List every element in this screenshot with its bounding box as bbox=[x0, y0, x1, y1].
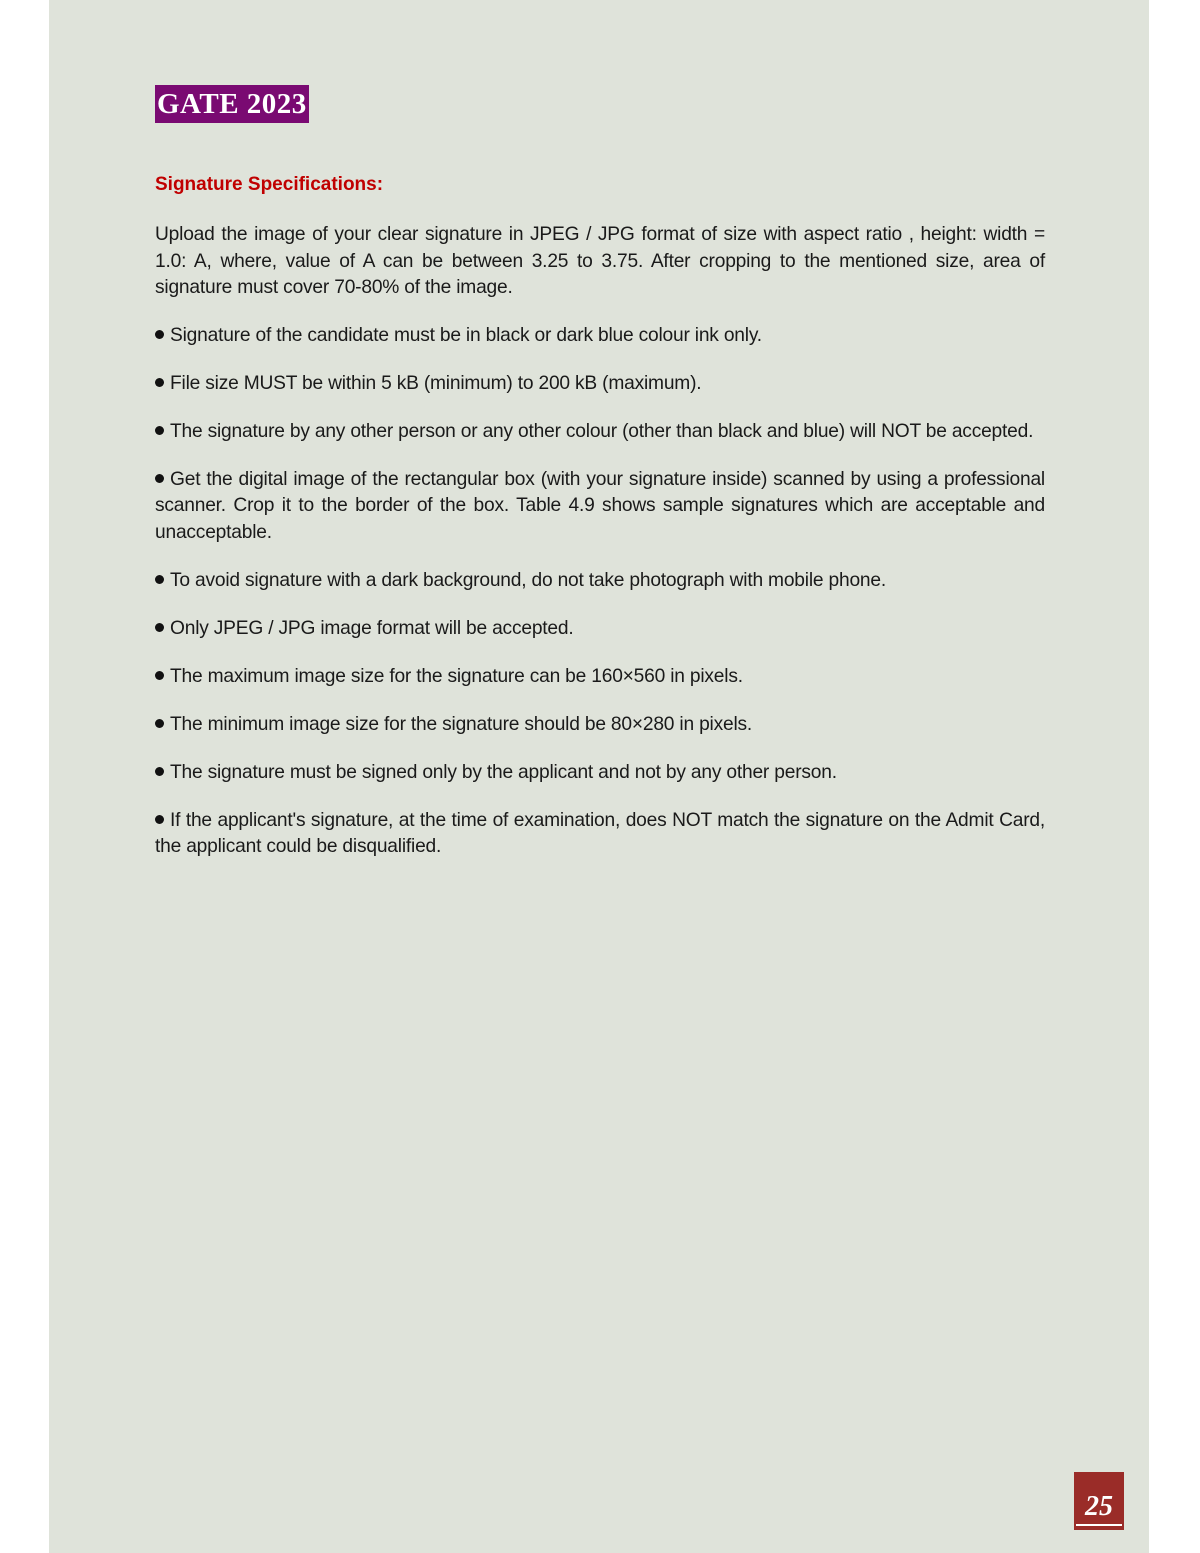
list-item-text: The minimum image size for the signature should be 80×280 in pixels. bbox=[170, 713, 753, 735]
list-item bbox=[155, 712, 1045, 739]
list-item bbox=[155, 419, 1045, 446]
list-item bbox=[155, 323, 1045, 350]
list-item bbox=[155, 568, 1045, 595]
bullet-icon bbox=[155, 719, 164, 728]
section-heading: Signature Specifications: bbox=[155, 174, 384, 195]
list-item-text: Signature of the candidate must be in black or dark blue colour ink only. bbox=[170, 324, 762, 346]
list-item bbox=[155, 616, 1045, 643]
gate-title-badge: GATE 2023 bbox=[155, 85, 309, 123]
document-page bbox=[49, 0, 1149, 1553]
bullet-icon bbox=[155, 575, 164, 584]
intro-paragraph: Upload the image of your clear signature in JPEG / JPG format of size with aspect ratio , height: width = 1.0: A, where, value of A can be between 3.25 to 3.75. After cropping to the mentioned size, area of signature must cover 70-80% of the image. bbox=[155, 224, 1045, 298]
bullet-icon bbox=[155, 671, 164, 680]
specification-list bbox=[155, 323, 1045, 861]
page-number: 25 bbox=[1085, 1491, 1113, 1522]
bullet-icon bbox=[155, 815, 164, 824]
list-item-text: If the applicant's signature, at the time of examination, does NOT match the signature on the Admit Card, the applicant could be disqualified. bbox=[155, 809, 1045, 857]
list-item-text: File size MUST be within 5 kB (minimum) to 200 kB (maximum). bbox=[170, 372, 702, 394]
list-item-text: Only JPEG / JPG image format will be accepted. bbox=[170, 617, 574, 639]
list-item bbox=[155, 664, 1045, 691]
list-item bbox=[155, 371, 1045, 398]
page-number-badge bbox=[1074, 1472, 1124, 1530]
bullet-icon bbox=[155, 767, 164, 776]
list-item bbox=[155, 760, 1045, 787]
bullet-icon bbox=[155, 426, 164, 435]
section-body bbox=[155, 222, 1045, 882]
bullet-icon bbox=[155, 378, 164, 387]
list-item bbox=[155, 467, 1045, 547]
page-number-underline bbox=[1076, 1524, 1122, 1526]
list-item-text: The maximum image size for the signature can be 160×560 in pixels. bbox=[170, 665, 743, 687]
bullet-icon bbox=[155, 474, 164, 483]
bullet-icon bbox=[155, 330, 164, 339]
list-item-text: The signature by any other person or any other colour (other than black and blue) will NOT be accepted. bbox=[170, 420, 1034, 442]
list-item-text: The signature must be signed only by the applicant and not by any other person. bbox=[170, 761, 837, 783]
list-item-text: Get the digital image of the rectangular box (with your signature inside) scanned by using a professional scanner. Crop it to the border of the box. Table 4.9 shows sample signatures which are acceptable and unacceptable. bbox=[155, 468, 1045, 543]
list-item-text: To avoid signature with a dark background, do not take photograph with mobile phone. bbox=[170, 569, 886, 591]
bullet-icon bbox=[155, 623, 164, 632]
list-item bbox=[155, 808, 1045, 861]
